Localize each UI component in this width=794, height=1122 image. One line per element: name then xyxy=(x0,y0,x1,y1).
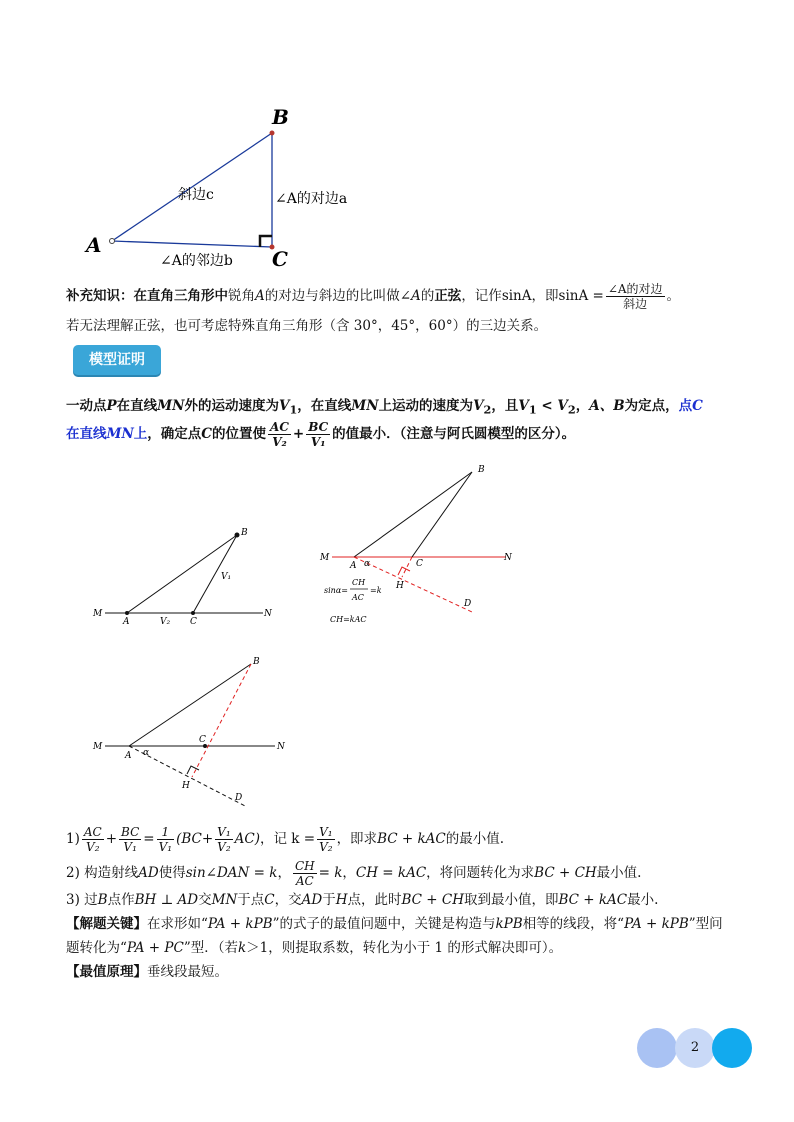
page-circle-left xyxy=(637,1028,677,1068)
key-line-2: 题转化为“PA + PC”型．（若k＞1，则提取系数，转化为小于 1 的形式解决即可）。 xyxy=(66,940,563,956)
svg-text:N: N xyxy=(277,742,285,752)
step-3: 3) 过B点作BH ⊥ AD交MN于点C，交AD于H点，此时BC + CH取到最小值，即BC + kAC最小. xyxy=(66,892,659,908)
svg-text:V₂: V₂ xyxy=(160,617,171,627)
svg-text:α: α xyxy=(143,748,150,758)
svg-text:=k: =k xyxy=(370,586,382,595)
svg-text:H: H xyxy=(182,781,190,791)
principle-line: 【最值原理】垂线段最短。 xyxy=(66,964,228,980)
svg-text:M: M xyxy=(93,609,103,619)
key-label: 【解题关键】 xyxy=(66,916,147,932)
svg-text:D: D xyxy=(235,793,243,803)
supplement-bold: 在直角三角形中 xyxy=(133,288,228,304)
svg-text:AC: AC xyxy=(352,593,364,602)
fig1-opposite: ∠A的对边a xyxy=(275,191,348,207)
fig1-label-C: C xyxy=(272,247,288,271)
svg-text:CH=kAC: CH=kAC xyxy=(330,615,367,624)
svg-text:A: A xyxy=(123,617,130,627)
svg-text:C: C xyxy=(190,617,197,627)
supplement-note: 若无法理解正弦，也可考虑特殊直角三角形（含 30°，45°，60°）的三边关系。 xyxy=(66,318,548,334)
figure-right-triangle xyxy=(80,100,370,275)
problem-line-2: 在直线MN上，确定点C的位置使 $\frac{AC}{\text{V₂}}$ + $\frac{BC}{\text{V₁}}$ 的值最小．（注意与阿氏圆模型的区分）。 xyxy=(66,420,576,449)
svg-text:CH: CH xyxy=(352,578,366,587)
svg-text:M: M xyxy=(320,553,330,563)
figure-construction xyxy=(312,460,527,630)
sine-fraction: $\frac{\text{∠A的对边}}{\text{斜边}}$ xyxy=(607,282,663,311)
step-1: 1) $\frac{AC}{\text{V₂}}$ + $\frac{BC}{\text{V₁}}$ = $\frac{1}{\text{V₁}}$ (BC+ $\frac{\text{V₁}}{\text{V₂}}$ AC)，记 k = $\frac{\text{V₁}}{\text{V₂}}$ ，即求BC + kAC的最小值. xyxy=(66,825,505,854)
svg-text:C: C xyxy=(416,559,423,569)
page-number: 2 xyxy=(690,1040,700,1055)
section-badge: 模型证明 xyxy=(73,345,161,375)
fig1-hypotenuse: 斜边c xyxy=(178,187,214,203)
svg-text:C: C xyxy=(199,735,206,745)
key-line-1: 【解题关键】在求形如“PA + kPB”的式子的最值问题中，关键是构造与kPB相等的线段，将“PA + kPB”型问 xyxy=(66,916,723,932)
svg-text:H: H xyxy=(396,581,404,591)
principle-label: 【最值原理】 xyxy=(66,964,147,980)
svg-text:A: A xyxy=(125,751,132,761)
sine-term: 正弦 xyxy=(434,288,462,304)
svg-text:V₁: V₁ xyxy=(221,572,232,582)
page-circle-right xyxy=(712,1028,752,1068)
page-circle-middle xyxy=(675,1028,715,1068)
svg-text:N: N xyxy=(504,553,512,563)
svg-text:α: α xyxy=(364,559,371,569)
fig1-adjacent: ∠A的邻边b xyxy=(160,253,233,269)
svg-text:B: B xyxy=(478,465,485,475)
svg-text:B: B xyxy=(253,657,260,667)
step-2: 2) 构造射线AD使得sin∠DAN = k， $\frac{CH}{AC}$ = k，CH = kAC，将问题转化为求BC + CH最小值. xyxy=(66,859,642,888)
svg-text:sinα=: sinα= xyxy=(324,586,348,595)
svg-text:A: A xyxy=(350,561,357,571)
svg-text:B: B xyxy=(241,528,248,538)
fig1-label-B: B xyxy=(272,105,289,129)
fig1-label-A: A xyxy=(86,233,102,257)
supplement-lead: 补充知识： xyxy=(66,288,134,304)
svg-text:M: M xyxy=(93,742,103,752)
problem-line-1: 一动点P在直线MN外的运动速度为$V_1$，在直线MN上运动的速度为$V_2$，且$V_1 < V_2$，A、B为定点，点C xyxy=(66,398,703,417)
svg-text:N: N xyxy=(264,609,272,619)
figure-solution xyxy=(85,652,290,812)
figure-model xyxy=(85,525,285,630)
svg-text:D: D xyxy=(464,599,472,609)
supplement-line: 补充知识：在直角三角形中锐角A的对边与斜边的比叫做∠A的正弦，记作sinA，即sinA = $\frac{\text{∠A的对边}}{\text{斜边}}$ 。 xyxy=(66,282,681,311)
